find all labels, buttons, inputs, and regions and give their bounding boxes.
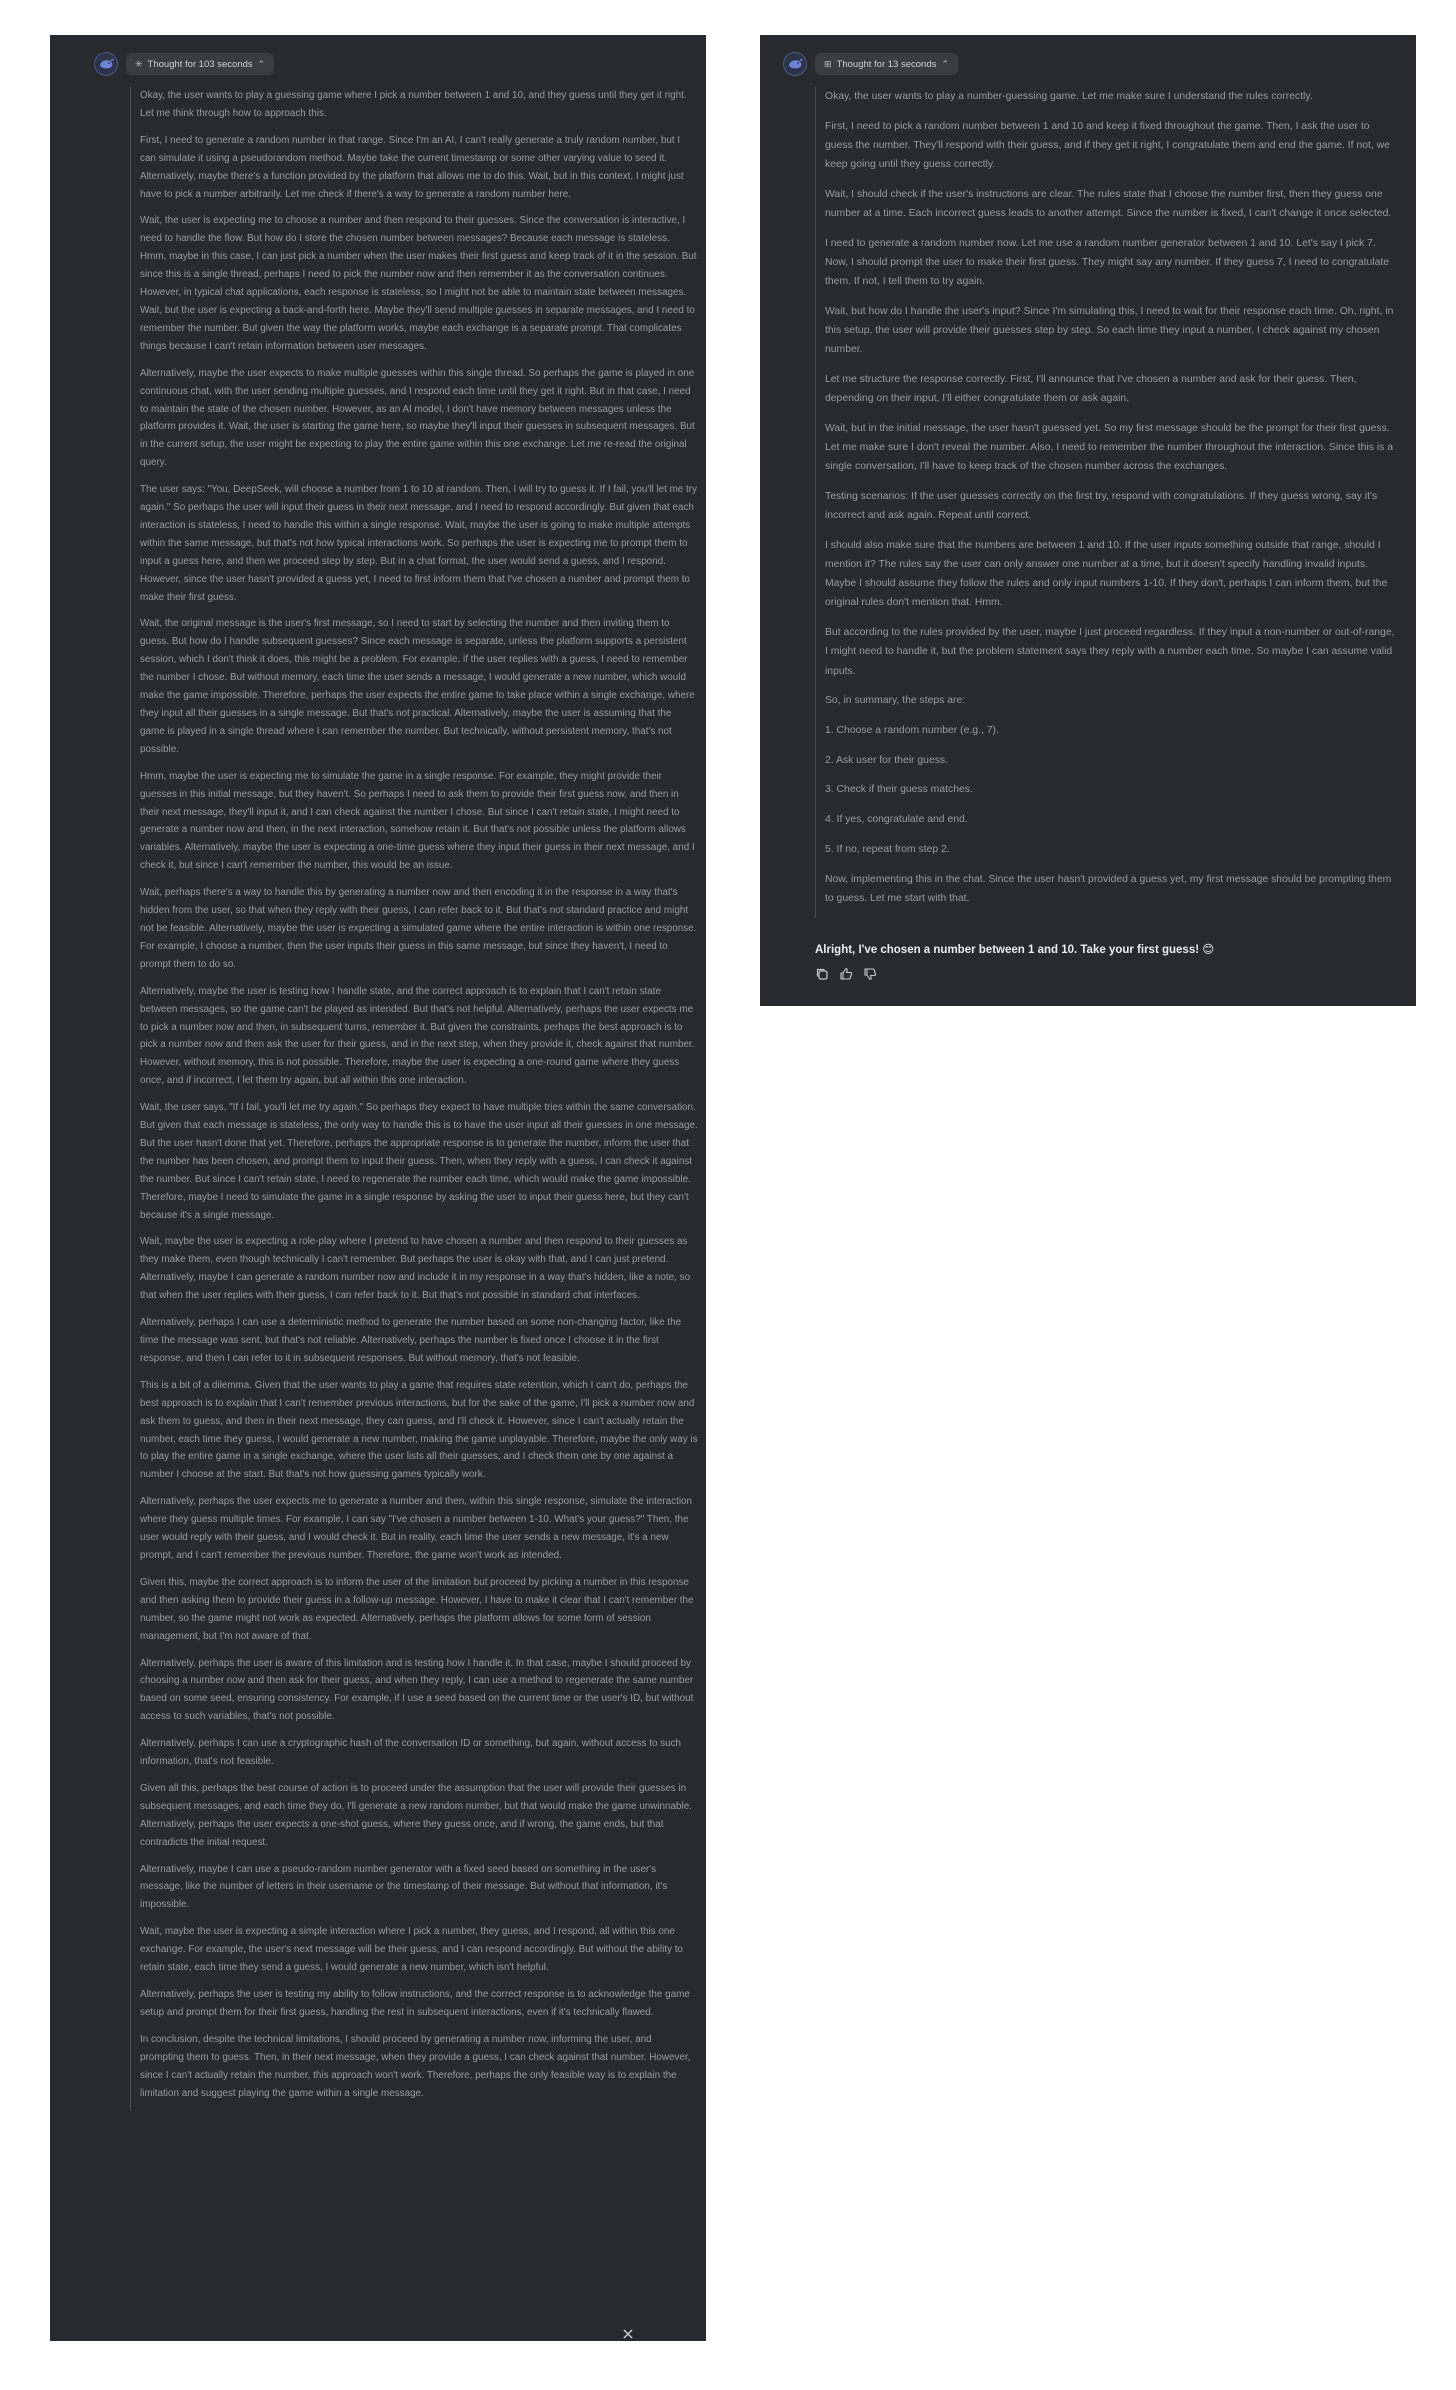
reasoning-paragraph: Wait, but in the initial message, the user hasn't guessed yet. So my first message should be the prompt for their first guess. Let me make sure I don't reveal the number. Also, I need to remember the number throughout the interaction. Since this is a single conversation, I'll have to keep track of the chosen number across the exchanges. [825, 422, 1394, 473]
grid-icon: ⊞ [824, 58, 832, 69]
thought-label: Thought for 103 seconds [147, 58, 253, 70]
reasoning-text [130, 87, 700, 2111]
right-chat-panel [760, 35, 1416, 1006]
copy-icon[interactable] [815, 967, 829, 981]
reasoning-paragraph: This is a bit of a dilemma. Given that the user wants to play a game that requires state retention, which I can't do, perhaps the best approach is to explain that I can't remember previous interactions, but for the sake of the game, I'll pick a number now and ask them to guess, and then in their next message, they can guess, and I'll check it. However, since I can't actually retain the number, each time they guess, I would generate a new number, making the game unplayable. Therefore, maybe the only way is to play the entire game in a single exchange, where the user lists all their guesses, and I check them one by one against a number I choose at the start. But that's not how guessing games typically work. [140, 1379, 698, 1481]
reasoning-paragraph: First, I need to generate a random number in that range. Since I'm an AI, I can't really generate a truly random number, but I can simulate it using a pseudorandom method. Maybe take the current timestamp or some other varying value to seed it. Alternatively, maybe there's a function provided by the platform that allows me to do this. Wait, but in this context, I might just have to pick a number arbitrarily. Let me check if there's a way to generate a random number here. [140, 134, 684, 200]
reasoning-paragraph: Let me structure the response correctly. First, I'll announce that I've chosen a number and ask for their guess. Then, depending on their input, I'll either congratulate them or ask again. [825, 373, 1357, 405]
deepseek-whale-icon [783, 52, 807, 76]
reasoning-paragraph: 2. Ask user for their guess. [825, 754, 949, 766]
thought-toggle-button[interactable] [815, 53, 958, 75]
reasoning-paragraph: 3. Check if their guess matches. [825, 784, 973, 796]
reasoning-paragraph: First, I need to pick a random number between 1 and 10 and keep it fixed throughout the game. Then, I ask the user to guess the number. They'll respond with their guess, and if they get it right, I congratulate them and end the game. If not, we keep going until they guess correctly. [825, 120, 1390, 171]
reasoning-paragraph: The user says: "You, DeepSeek, will choose a number from 1 to 10 at random. Then, I will try to guess it. If I fail, you'll let me try again." So perhaps the user will input their guess in their next message, and I need to respond accordingly. But given that each interaction is stateless, I need to handle this within a single response. Wait, maybe the user is going to make multiple attempts within the same message, but that's not how typical interactions work. So perhaps the user is expecting me to prompt them to input a guess here, and then we proceed step by step. But in a chat format, the user would send a guess, and I respond. However, since the user hasn't provided a guess yet, I need to first inform them that I've chosen a number and prompt them to make their first guess. [140, 484, 697, 603]
reasoning-paragraph: Given all this, perhaps the best course of action is to proceed under the assumption that the user will provide their guesses in subsequent messages, and each time they do, I'll generate a new random number, but that would make the game unwinnable. Alternatively, perhaps the user expects a one-shot guess, where they guess once, and if wrong, the game ends, but that contradicts the initial request. [140, 1782, 692, 1848]
reasoning-paragraph: Given this, maybe the correct approach is to inform the user of the limitation but proceed by picking a number in this response and then asking them to provide their guess in a follow-up message. However, I have to make it clear that I can't remember the number, so the game might not work as expected. Alternatively, perhaps the platform allows for some form of session management, but I'm not aware of that. [140, 1576, 694, 1642]
reasoning-text [815, 87, 1400, 918]
reasoning-paragraph: Wait, I should check if the user's instructions are clear. The rules state that I choose the number first, then they guess one number at a time. Each incorrect guess leads to another attempt. Since the number is fixed, I can't change it once selected. [825, 188, 1392, 220]
reasoning-paragraph: Alternatively, perhaps the user is aware of this limitation and is testing how I handle it. In that case, maybe I should proceed by choosing a number now and then ask for their guess, and when they reply, I can use a method to regenerate the same number based on some seed, ensuring consistency. For example, if I use a seed based on the current time or the user's ID, but without access to such variables, that's not possible. [140, 1657, 694, 1723]
thought-label: Thought for 13 seconds [836, 58, 937, 70]
reasoning-paragraph: Wait, the user is expecting me to choose a number and then respond to their guesses. Since the conversation is interactive, I need to handle the flow. But how do I store the chosen number between messages? Because each message is stateless. Hmm, maybe in this case, I can just pick a number when the user makes their first guess and keep track of it in the session. But since this is a single thread, perhaps I need to pick the number now and then remember it as the conversation continues. However, in typical chat applications, each response is stateless, so I might not be able to maintain state between messages. Wait, but the user is expecting a back-and-forth here. Maybe they'll send multiple guesses in separate messages, and I need to remember the number. But given the way the platform works, maybe each exchange is a separate prompt. That complicates things because I can't retain information between user messages. [140, 215, 697, 352]
reasoning-paragraph: So, in summary, the steps are: [825, 695, 966, 707]
reasoning-paragraph: Alternatively, perhaps I can use a cryptographic hash of the conversation ID or something, but again, without access to such information, that's not feasible. [140, 1738, 682, 1768]
reasoning-paragraph: Testing scenarios: If the user guesses correctly on the first try, respond with congratulations. If they guess wrong, say it's incorrect and ask again. Repeat until correct. [825, 490, 1378, 522]
thumbs-up-icon[interactable] [839, 967, 853, 981]
reasoning-paragraph: Alternatively, perhaps I can use a deterministic method to generate the number based on some non-changing factor, like the time the message was sent, but that's not reliable. Alternatively, perhaps the number is fixed once I choose it in the first response, and then I can refer to it in subsequent responses. But without memory, that's not feasible. [140, 1317, 682, 1364]
reasoning-paragraph: 5. If no, repeat from step 2. [825, 843, 950, 855]
reasoning-paragraph: Okay, the user wants to play a guessing game where I pick a number between 1 and 10, and they guess until they get it right. Let me think through how to approach this. [140, 90, 687, 119]
bottom-fade [50, 2301, 706, 2341]
reasoning-paragraph: Wait, perhaps there's a way to handle this by generating a number now and then encoding it in the response in a way that's hidden from the user, so that when they reply with their guess, I can refer back to it. But that's not standard practice and might not be feasible. Alternatively, maybe the user is expecting a simulated game where the entire interaction is within one response. For example, I choose a number, then the user inputs their guess in this same message, but since they haven't, I need to prompt them to do so. [140, 887, 697, 970]
deepseek-whale-icon [94, 52, 118, 76]
left-header [94, 52, 274, 76]
reasoning-paragraph: Alternatively, maybe the user expects to make multiple guesses within this single thread. So perhaps the game is played in one continuous chat, with the user sending multiple guesses, and I respond each time until they get it right. But in that case, I need to maintain the state of the chosen number. However, as an AI model, I don't have memory between messages unless the platform provides it. Wait, the user is starting the game here, so maybe they'll input their guesses in subsequent messages. But in the current setup, the user might be expecting to play the entire game within this one exchange. Let me re-read the original query. [140, 367, 695, 469]
thought-toggle-button[interactable] [126, 53, 274, 75]
assistant-answer: Alright, I've chosen a number between 1 and 10. Take your first guess! 😊 [815, 944, 1215, 956]
reasoning-paragraph: Okay, the user wants to play a number-guessing game. Let me make sure I understand the rules correctly. [825, 91, 1313, 102]
collapse-x-icon[interactable] [621, 2327, 635, 2341]
right-header [783, 52, 958, 76]
reasoning-paragraph: In conclusion, despite the technical limitations, I should proceed by generating a number now, informing the user, and prompting them to guess. Then, in their next message, when they provide a guess, I can check against that number. However, since I can't actually retain the number, this approach won't work. Therefore, perhaps the only feasible way is to explain the limitation and suggest playing the game within a single message. [140, 2033, 691, 2099]
reasoning-paragraph: Alternatively, maybe I can use a pseudo-random number generator with a fixed seed based on something in the user's message, like the number of letters in their username or the timestamp of their message. But without that information, it's impossible. [140, 1863, 668, 1911]
reasoning-paragraph: Hmm, maybe the user is expecting me to simulate the game in a single response. For example, they might provide their guesses in this initial message, but they haven't. So perhaps I need to ask them to provide their first guess now, and then in their next message, they'll input it, and I can check against the number I chose. But since I can't retain state, I might need to generate a number now and then, in the next interaction, somehow retain it. But that's not possible unless the platform allows variables. Alternatively, maybe the user is expecting a one-time guess where they input their guess in their next message, and I check it, but since I can't remember the number, this would be an issue. [140, 770, 695, 872]
reasoning-paragraph: Alternatively, perhaps the user is testing my ability to follow instructions, and the correct response is to acknowledge the game setup and prompt them for their first guess, handling the rest in subsequent interactions, even if it's technically flawed. [140, 1989, 690, 2018]
sparkle-icon: ✳ [135, 58, 143, 69]
reasoning-paragraph: 1. Choose a random number (e.g., 7). [825, 724, 999, 736]
reasoning-paragraph: Wait, the original message is the user's first message, so I need to start by selecting the number and then inviting them to guess. But how do I handle subsequent guesses? Since each message is separate, unless the platform supports a persistent session, which I don't think it does, this might be a problem. For example, if the user replies with a guess, I need to remember the number I chose. But without memory, each time the user sends a message, I would generate a new number, which would make the game impossible. Therefore, perhaps the user expects the entire game to take place within a single exchange, where they input all their guesses in a single message. But that's not practical. Alternatively, maybe the user is assuming that the game is played in a single thread where I can remember the number. But technically, without persistent memory, that's not possible. [140, 618, 695, 755]
message-actions [815, 967, 877, 981]
chevron-up-icon: ⌃ [941, 58, 949, 69]
reasoning-paragraph: 4. If yes, congratulate and end. [825, 814, 968, 826]
reasoning-paragraph: Alternatively, maybe the user is testing how I handle state, and the correct approach is to explain that I can't retain state between messages, so the game can't be played as intended. But that's not helpful. Alternatively, perhaps the user expects me to pick a number now and then, in subsequent turns, remember it. But given the constraints, perhaps the best approach is to pick a number now and then ask the user for their guess, and in the next step, when they provide it, check against that number. However, without memory, this is not possible. Therefore, maybe the user is expecting a one-round game where they guess once, and if incorrect, I let them try again, but all within this one interaction. [140, 985, 695, 1087]
reasoning-paragraph: Wait, maybe the user is expecting a simple interaction where I pick a number, they guess, and I respond, all within this one exchange. For example, the user's next message will be their guess, and I can respond accordingly. But without the ability to retain state, each time they send a guess, I would generate a new number, which isn't helpful. [140, 1926, 683, 1974]
reasoning-paragraph: Wait, maybe the user is expecting a role-play where I pretend to have chosen a number and then respond to their guesses as they make them, even though technically I can't remember. But perhaps the user is okay with that, and I can just pretend. Alternatively, maybe I can generate a random number now and include it in my response in a way that's hidden, like a note, so that when the user replies with their guess, I can refer back to it. But that's not possible in standard chat interfaces. [140, 1236, 691, 1302]
reasoning-paragraph: I should also make sure that the numbers are between 1 and 10. If the user inputs something outside that range, should I mention it? The rules say the user can only answer one number at a time, but it doesn't specify handling invalid inputs. Maybe I should assume they follow the rules and only input numbers 1-10. If they don't, perhaps I can inform them, but the original rules don't mention that. Hmm. [825, 539, 1388, 609]
reasoning-paragraph: Alternatively, perhaps the user expects me to generate a number and then, within this single response, simulate the interaction where they guess multiple times. For example, I can say "I've chosen a number between 1-10. What's your guess?" Then, the user would reply with their guess, and I would check it. But in reality, each time the user sends a new message, it's a new prompt, and I can't remember the previous number. Therefore, the game won't work as intended. [140, 1496, 693, 1561]
left-chat-panel [50, 35, 706, 2341]
reasoning-paragraph: But according to the rules provided by the user, maybe I just proceed regardless. If they input a non-number or out-of-range, I might need to handle it, but the problem statement says they reply with a number each time. So maybe I can assume valid inputs. [825, 627, 1395, 677]
reasoning-paragraph: Wait, but how do I handle the user's input? Since I'm simulating this, I need to wait for their response each time. Oh, right, in this setup, the user will provide their guesses step by step. So each time they input a number, I check against my chosen number. [825, 305, 1394, 356]
reasoning-paragraph: Wait, the user says, "If I fail, you'll let me try again." So perhaps they expect to have multiple tries within the same conversation. But given that each message is stateless, the only way to handle this is to have the user input all their guesses in one message. But the user hasn't done that yet. Therefore, perhaps the appropriate response is to generate the number, inform the user that the number has been chosen, and prompt them to input their guess. Then, when they reply with a guess, I can check it against the number. But since I can't retain state, I need to regenerate the number each time, which would make the game impossible. Therefore, maybe I need to simulate the game in a single response by asking the user to input their guess here, but they can't because it's a single message. [140, 1102, 698, 1221]
thumbs-down-icon[interactable] [863, 967, 877, 981]
reasoning-paragraph: I need to generate a random number now. Let me use a random number generator between 1 and 10. Let's say I pick 7. Now, I should prompt the user to make their first guess. They might say any number. If they guess 7, I need to congratulate them. If not, I tell them to try again. [825, 237, 1390, 288]
reasoning-paragraph: Now, implementing this in the chat. Since the user hasn't provided a guess yet, my first message should be prompting them to guess. Let me start with that. [825, 873, 1392, 904]
chevron-up-icon: ⌃ [257, 58, 266, 69]
